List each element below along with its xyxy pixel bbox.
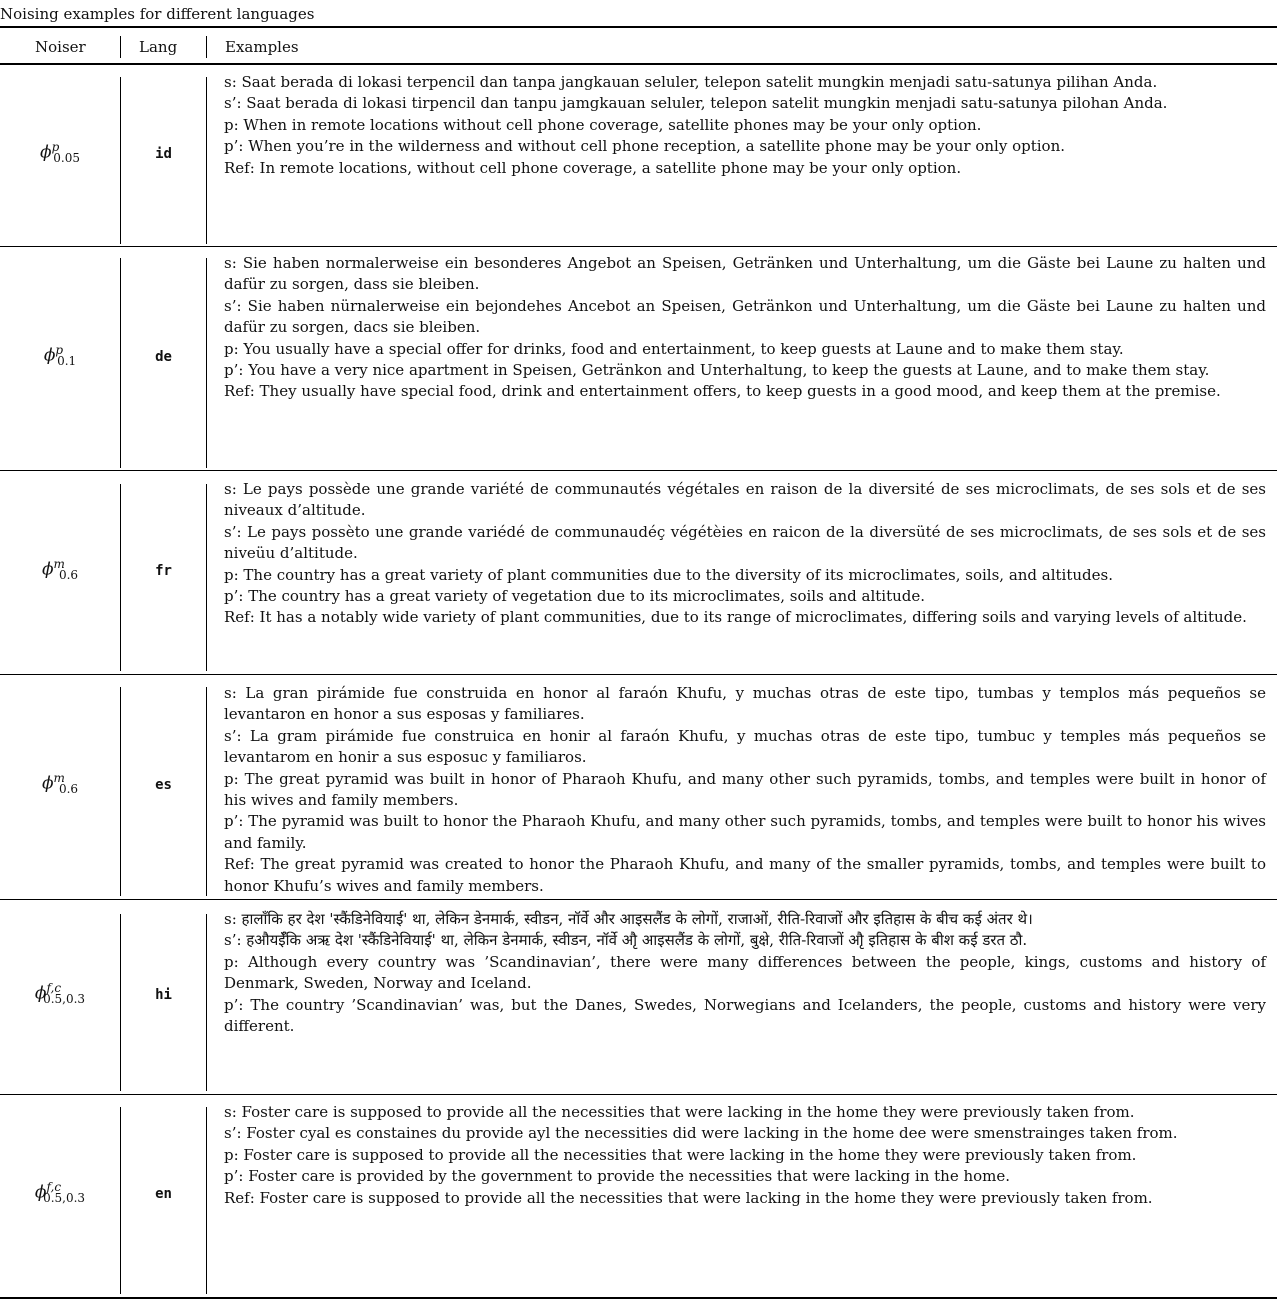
header-noiser: Noiser [35,38,86,56]
column-divider [120,1107,121,1294]
example-line: Ref: They usually have special food, drink and entertainment offers, to keep guests in a good mood, and keep them at the premise. [224,382,1221,401]
example-line: p: Although every country was ’Scandinavian’, there were many differences between the people, kings, customs and history of Denmark, Sweden, Norway and Iceland. [224,952,1266,993]
noiser-superscript: f,c [46,981,62,995]
example-line: p: When in remote locations without cell phone coverage, satellite phones may be your only option. [224,115,982,134]
top-rule [0,26,1277,28]
noiser-superscript: m [53,771,65,785]
header-divider [206,36,207,58]
noiser-symbol: ϕ [34,1182,47,1203]
example-line: p’: Foster care is provided by the government to provide the necessities that were lacking in the home. [224,1167,1011,1186]
noiser-subscript: 0.5,0.3 [43,1191,86,1206]
noiser-symbol: ϕ [40,142,52,163]
column-divider [120,914,121,1091]
noiser-cell [0,771,120,796]
example-line: p: Foster care is supposed to provide all the necessities that were lacking in the home they were previously taken from. [224,1145,1137,1164]
row-rule [0,899,1277,900]
noiser-superscript: p [55,342,64,357]
noiser-symbol: ϕ [34,983,47,1004]
language-code: es [155,777,172,793]
example-line: s: Sie haben normalerweise ein besonderes Angebot an Speisen, Getränken und Unterhaltung, um die Gäste bei Laune zu halten und dafür zu sorgen, dass sie bleiben. [224,254,1266,294]
row-rule [0,1094,1277,1095]
example-line: s: Le pays possède une grande variété de communautés végétales en raison de la diversité de ses microclimats, de ses sols et de ses niveaux d’altitude. [224,480,1266,520]
column-divider [206,1107,207,1294]
noiser-symbol: ϕ [43,345,56,366]
noiser-subscript: 0.05 [53,151,80,166]
language-code: hi [155,987,172,1003]
example-line: Ref: It has a notably wide variety of plant communities, due to its range of microclimates, differing soils and varying levels of altitude. [224,608,1247,627]
language-code: de [155,348,172,365]
table-caption: Noising examples for different languages [0,5,315,23]
noiser-subscript: 0.6 [58,567,79,582]
noiser-cell [0,1180,120,1205]
example-line: s’: हऔयईँकि अऋ देश 'स्कैंडिनेवियाई' था, लेकिन डेनमार्क, स्वीडन, नॉर्वे औृ आइसलैंड के लोगों, बुक्षे, रीति-रिवाजों औृ इतिहास के बीश कई डरत ठौ. [224,931,1028,950]
noiser-cell [0,343,120,368]
example-line: p’: The country ’Scandinavian’ was, but the Danes, Swedes, Norwegians and Icelanders, the people, customs and history were very different. [224,995,1266,1036]
example-line: p’: The country has a great variety of vegetation due to its microclimates, soils and altitude. [224,587,926,606]
column-divider [120,687,121,896]
language-code: en [155,1186,172,1202]
example-line: p: You usually have a special offer for drinks, food and entertainment, to keep guests at Laune and to make them stay. [224,339,1124,358]
column-divider [206,484,207,671]
noiser-subscript: 0.5,0.3 [43,992,86,1007]
header-rule [0,63,1277,65]
column-divider [120,484,121,671]
examples-cell [224,72,1266,179]
examples-cell [224,1102,1266,1209]
example-line: Ref: Foster care is supposed to provide all the necessities that were lacking in the home they were previously taken from. [224,1188,1153,1207]
example-line: Ref: The great pyramid was created to honor the Pharaoh Khufu, and many of the smaller pyramids, tombs, and temples were built to honor Khufu’s wives and family members. [224,855,1266,895]
row-rule [0,246,1277,247]
column-divider [206,687,207,896]
example-line: p’: When you’re in the wilderness and without cell phone reception, a satellite phone may be your only option. [224,137,1066,156]
examples-cell [224,909,1266,1037]
row-rule [0,470,1277,471]
header-examples: Examples [225,38,299,56]
column-divider [206,914,207,1091]
examples-cell [224,683,1266,897]
noiser-symbol: ϕ [41,559,54,580]
example-line: p: The great pyramid was built in honor of Pharaoh Khufu, and many other such pyramids, tombs, and temples were built in honor of his wives and family members. [224,769,1266,810]
example-line: p’: The pyramid was built to honor the Pharaoh Khufu, and many other such pyramids, tombs, and temples were built to honor his wives and family. [224,812,1266,852]
header-lang: Lang [139,38,178,56]
noiser-symbol: ϕ [41,773,54,794]
bottom-rule [0,1297,1277,1299]
language-code: id [155,146,172,162]
example-line: p’: You have a very nice apartment in Speisen, Getränkon and Unterhaltung, to keep the guests at Laune, and to make them stay. [224,361,1210,380]
noiser-superscript: m [53,556,65,571]
example-line: s: Saat berada di lokasi terpencil dan tanpa jangkauan seluler, telepon satelit mungkin menjadi satu-satunya pilihan Anda. [224,73,1158,91]
examples-cell [224,479,1266,629]
column-divider [206,77,207,244]
noiser-cell [0,981,120,1006]
noiser-superscript: p [51,140,60,154]
example-line: p: The country has a great variety of plant communities due to the diversity of its microclimates, soils, and altitudes. [224,565,1113,584]
examples-cell [224,253,1266,403]
noiser-superscript: f,c [46,1180,62,1194]
column-divider [206,258,207,468]
example-line: s’: La gram pirámide fue construica en honir al faraón Khufu, y muchas otras de este tipo, tumbuc y temples más pequeños se levantarom en honir a sus esposuc y familiaros. [224,726,1266,767]
example-line: Ref: In remote locations, without cell phone coverage, a satellite phone may be your only option. [224,158,962,177]
column-divider [120,258,121,468]
example-line: s’: Sie haben nürnalerweise ein bejondehes Ancebot an Speisen, Getränkon und Unterhaltung, um die Gäste bei Laune zu halten und dafür zu sorgen, dacs sie bleiben. [224,296,1266,337]
noiser-cell [0,140,120,165]
example-line: s’: Le pays possèto une grande variédé de communaudéç végétèies en raicon de la diversüté de ses microclimats, de ses sols et de ses niveüu d’altitude. [224,522,1266,563]
example-line: s: La gran pirámide fue construida en honor al faraón Khufu, y muchas otras de este tipo, tumbas y templos más pequeños se levantaron en honor a sus esposas y familiares. [224,684,1266,724]
example-line: s’: Saat berada di lokasi tirpencil dan tanpu jamgkauan seluler, telepon satelit mungkin menjadi satu-satunya pilohan Anda. [224,94,1168,113]
example-line: s’: Foster cyal es constaines du provide ayl the necessities did were lacking in the home dee were smenstrainges taken from. [224,1124,1178,1143]
row-rule [0,674,1277,675]
noiser-cell [0,557,120,582]
header-divider [120,36,121,58]
noiser-subscript: 0.1 [57,353,77,368]
noiser-subscript: 0.6 [58,782,79,797]
column-divider [120,77,121,244]
example-line: s: Foster care is supposed to provide all the necessities that were lacking in the home they were previously taken from. [224,1103,1135,1121]
language-code: fr [155,562,172,579]
example-line: s: हालाँकि हर देश 'स्कैंडिनेवियाई' था, लेकिन डेनमार्क, स्वीडन, नॉर्वे और आइसलैंड के लोगों, राजाओं, रीति-रिवाजों और इतिहास के बीच कई अंतर थे। [224,910,1033,928]
